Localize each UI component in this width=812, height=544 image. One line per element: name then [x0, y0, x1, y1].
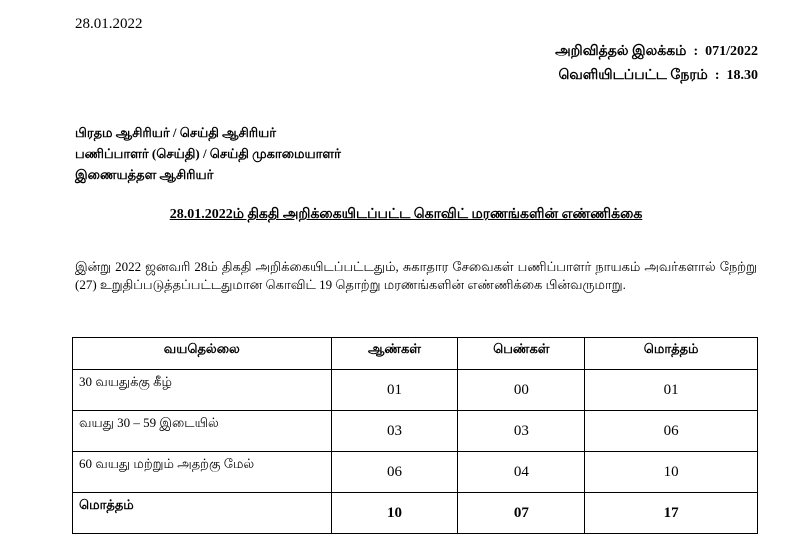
male-cell: 03	[331, 411, 458, 452]
total-label-cell: மொத்தம்	[73, 493, 332, 534]
table-row	[73, 370, 758, 411]
body-paragraph: இன்று 2022 ஜனவரி 28ம் திகதி அறிக்கையிடப்பட்டதும், சுகாதார சேவைகள் பணிப்பாளர் நாயகம் அவர்களால் நேற்று (27) உறுதிப்படுத்தப்பட்டதுமான கொவிட் 19 தொற்று மரணங்களின் எண்ணிக்கை பின்வருமாறு.	[75, 259, 757, 292]
female-cell: 04	[458, 452, 585, 493]
release-time-label: வெளியிடப்பட்ட நேரம்	[558, 68, 708, 83]
grand-total-cell: 17	[585, 493, 758, 534]
female-cell: 00	[458, 370, 585, 411]
age-range-cell: வயது 30 – 59 இடையில்	[73, 411, 332, 452]
recipient-line: பணிப்பாளர் (செய்தி) / செய்தி முகாமையாளர்	[75, 146, 341, 161]
recipients-block	[75, 122, 341, 185]
notice-number-value: 071/2022	[705, 44, 758, 59]
recipient-line: பிரதம ஆசிரியர் / செய்தி ஆசிரியர்	[75, 125, 277, 140]
male-cell: 01	[331, 370, 458, 411]
total-cell: 01	[585, 370, 758, 411]
header-male: ஆண்கள்	[331, 338, 458, 370]
female-total-cell: 07	[458, 493, 585, 534]
table-header-row	[73, 338, 758, 370]
notice-number-line: அறிவித்தல் இலக்கம் : 071/2022	[555, 44, 758, 59]
header-total: மொத்தம்	[585, 338, 758, 370]
table-row	[73, 411, 758, 452]
release-time-line: வெளியிடப்பட்ட நேரம் : 18.30	[558, 68, 758, 83]
document-title: 28.01.2022ம் திகதி அறிக்கையிடப்பட்ட கொவிட் மரணங்களின் எண்ணிக்கை	[169, 207, 643, 222]
total-cell: 06	[585, 411, 758, 452]
notice-info	[555, 40, 758, 88]
table-total-row	[73, 493, 758, 534]
release-time-value: 18.30	[726, 68, 758, 83]
deaths-table	[72, 337, 758, 534]
male-total-cell: 10	[331, 493, 458, 534]
header-female: பெண்கள்	[458, 338, 585, 370]
document-date: 28.01.2022	[75, 16, 143, 32]
total-cell: 10	[585, 452, 758, 493]
table-row	[73, 452, 758, 493]
age-range-cell: 60 வயது மற்றும் அதற்கு மேல்	[73, 452, 332, 493]
male-cell: 06	[331, 452, 458, 493]
recipient-line: இணையத்தள ஆசிரியர்	[75, 167, 214, 182]
age-range-cell: 30 வயதுக்கு கீழ்	[73, 370, 332, 411]
notice-number-label: அறிவித்தல் இலக்கம்	[555, 44, 687, 59]
header-age-range: வயதெல்லை	[73, 338, 332, 370]
female-cell: 03	[458, 411, 585, 452]
